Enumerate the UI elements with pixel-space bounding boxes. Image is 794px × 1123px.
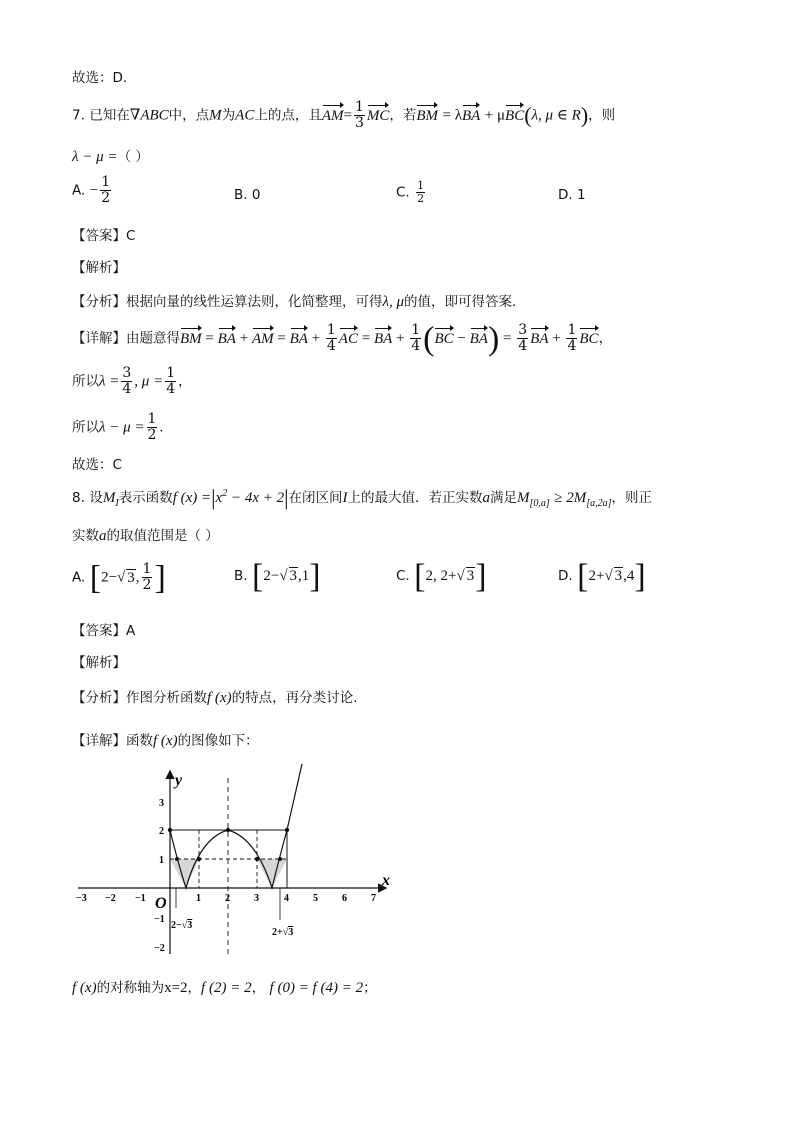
fraction-denominator: 2 <box>101 190 111 206</box>
q8-option-b <box>234 558 321 595</box>
q7-text-b: 中，点 <box>168 107 210 124</box>
q7-stem-line2 <box>72 145 149 166</box>
option-label: C. <box>396 568 410 584</box>
vector-ac: AC <box>338 330 358 347</box>
fraction-denominator: 2 <box>147 427 157 443</box>
q7-vector-bm: BM <box>416 107 439 124</box>
abs-x: x <box>215 490 223 506</box>
opt-text: ,4 <box>623 568 635 584</box>
x-tick: −1 <box>135 893 146 904</box>
q8-mi <box>102 490 119 509</box>
fraction-three-quarters <box>517 323 528 354</box>
option-sign: − <box>89 182 99 199</box>
q7-text-d: 上的点，且 <box>254 107 322 124</box>
opt-text: ,1 <box>298 568 310 584</box>
m-letter: M <box>517 490 530 506</box>
left-paren: ( <box>524 102 532 128</box>
q8-line2-b: 的取值范围是（ ） <box>106 528 219 544</box>
mi-letter: M <box>102 490 116 506</box>
q7-option-c <box>396 180 427 205</box>
q7-final-answer: 故选：C <box>72 457 122 473</box>
point-3-1 <box>255 857 259 861</box>
q7-ask-expression: λ − μ = <box>72 149 118 165</box>
m-subscript: [0,a] <box>529 498 550 509</box>
q7-answer-line <box>72 224 135 244</box>
q8-interval-i: I <box>342 490 348 506</box>
m-subscript-right: [a,2a] <box>586 498 612 509</box>
q8-line2-a: 实数 <box>72 528 99 544</box>
bottom-f2: f (2) = 2 <box>201 980 252 996</box>
op-eq: = <box>273 330 290 347</box>
sqrt-radicand: 3 <box>127 569 135 586</box>
left-bracket: [ <box>577 558 589 595</box>
option-label: A. <box>72 569 86 586</box>
xiangjie-tag: 【详解】 <box>72 330 126 347</box>
q7-number: 7. <box>72 107 85 124</box>
fraction-denominator: 3 <box>354 115 364 131</box>
so-text: 所以 <box>72 373 99 390</box>
x-tick-labels <box>76 893 376 904</box>
op-plus: + <box>307 330 324 347</box>
q7-vector-bc: BC <box>505 107 525 124</box>
abs-bar-left: | <box>211 485 216 510</box>
q7-plus-mu: + μ <box>484 107 506 124</box>
root-right-text <box>272 927 293 938</box>
origin-label: O <box>155 895 167 912</box>
vector-bc: BC <box>579 330 599 347</box>
q8-text-d: 上的最大值．若正实数 <box>347 490 483 506</box>
option-fraction <box>416 180 425 205</box>
x-tick: 7 <box>371 893 376 904</box>
bottom-f0-f4: f (0) = f (4) = 2 <box>269 980 364 996</box>
opt-comma: , <box>135 569 140 586</box>
q7-option-a <box>72 175 113 206</box>
fraction-numerator: 1 <box>166 365 176 381</box>
fraction-quarter <box>410 323 421 354</box>
q7-equals: = <box>343 107 352 124</box>
bottom-fx: f (x) <box>72 980 97 996</box>
lambda-eq: λ = <box>99 373 120 390</box>
fraction-denominator: 4 <box>411 338 421 354</box>
sqrt-radicand: 3 <box>614 568 623 584</box>
vector-am: AM <box>251 330 274 347</box>
sqrt-symbol: √ <box>282 927 289 938</box>
fenxi-tag: 【分析】 <box>72 690 126 706</box>
x-tick: −2 <box>105 893 116 904</box>
point-4-2 <box>285 828 289 832</box>
right-bracket: ] <box>475 558 487 595</box>
vector-ba: BA <box>530 330 549 347</box>
point-right-1 <box>278 857 282 861</box>
fraction-numerator: 3 <box>518 322 528 338</box>
fenxi-a: 作图分析函数 <box>126 690 207 706</box>
q7-text-f: ，则 <box>588 107 616 124</box>
fraction-quarter <box>326 323 337 354</box>
function-graph <box>60 758 400 958</box>
q7-fenxi-line <box>72 290 516 311</box>
sqrt-sign: √ <box>604 568 613 584</box>
opt-text: 2− <box>101 569 118 586</box>
q8-stem-line1 <box>72 486 652 509</box>
root-label-left <box>171 920 192 931</box>
abs-bar-right: | <box>284 485 289 510</box>
fraction-denominator: 2 <box>417 192 425 205</box>
vector-ba: BA <box>469 330 488 347</box>
q8-text-a: 设 <box>89 490 103 506</box>
q7-vector-mc: MC <box>366 107 390 124</box>
q7-lambda: = λ <box>442 107 462 124</box>
answer-tag: 【答案】 <box>72 623 126 639</box>
right-bracket: ] <box>154 559 166 597</box>
fraction-numerator: 3 <box>122 365 132 381</box>
option-label: C. <box>396 184 410 201</box>
option-label: A. <box>72 182 86 199</box>
x-axis-label: x <box>382 872 390 889</box>
bottom-axis: x=2 <box>164 980 188 996</box>
fraction-numerator: 1 <box>417 179 425 192</box>
q7-paren: （ ） <box>117 149 149 165</box>
q8-option-c <box>396 558 487 595</box>
q7-vector-am: AM <box>321 107 344 124</box>
answer-tag: 【答案】 <box>72 228 126 244</box>
fraction-denominator: 4 <box>567 338 577 354</box>
root-left-radicand: 3 <box>187 920 193 931</box>
root-left-prefix: 2− <box>171 920 182 931</box>
prev-answer: 故选：D. <box>72 70 128 86</box>
fraction-numerator: 1 <box>354 99 364 115</box>
comma: ， <box>178 373 192 390</box>
fraction-denominator: 4 <box>166 381 176 397</box>
fraction-quarter <box>165 366 176 397</box>
fraction-numerator: 1 <box>567 322 577 338</box>
q7-stem-line1 <box>72 100 615 131</box>
op-plus: + <box>235 330 252 347</box>
vector-bc: BC <box>434 330 454 347</box>
root-right-prefix: 2+ <box>272 927 283 938</box>
fenxi-fx: f (x) <box>207 690 232 706</box>
vector-ba: BA <box>373 330 393 347</box>
sqrt-sign: √ <box>117 569 126 586</box>
bottom-end: ； <box>363 980 377 996</box>
fenxi-text: 根据向量的线性运算法则，化简整理，可得 <box>126 294 383 310</box>
op-eq: = <box>201 330 218 347</box>
x-tick: 3 <box>254 893 259 904</box>
y-tick: −2 <box>154 943 165 954</box>
vector-ba: BA <box>289 330 308 347</box>
fraction-denominator: 4 <box>326 338 336 354</box>
x-tick: 6 <box>342 893 347 904</box>
q7-answer: C <box>126 228 136 244</box>
left-bracket: [ <box>89 559 102 597</box>
q8-ge-2m: ≥ 2M <box>554 490 587 506</box>
xiangjie-tag: 【详解】 <box>72 733 126 749</box>
q8-option-d <box>558 558 646 595</box>
y-tick: 3 <box>159 798 164 809</box>
y-tick: 2 <box>159 826 164 837</box>
bottom-text-c: ， <box>251 980 266 996</box>
root-right-radicand: 3 <box>288 927 294 938</box>
right-bracket: ] <box>634 558 646 595</box>
op-plus: + <box>548 330 565 347</box>
q7-so-line1 <box>72 366 192 397</box>
so-text: 所以 <box>72 419 99 436</box>
q8-text-b: 表示函数 <box>118 490 173 506</box>
right-paren: ) <box>487 320 500 358</box>
q7-vector-ba: BA <box>462 107 481 124</box>
q7-so-line2 <box>72 412 163 443</box>
option-fraction <box>142 562 153 593</box>
bottom-text-a: 的对称轴为 <box>96 980 165 996</box>
x-tick: 1 <box>196 893 201 904</box>
q8-abs-expression <box>216 490 285 506</box>
right-paren: ) <box>580 102 589 128</box>
q8-xiangjie-line <box>72 729 259 750</box>
xiangjie-a: 函数 <box>126 733 153 749</box>
fraction-numerator: 1 <box>411 322 421 338</box>
op-minus: − <box>453 330 470 347</box>
q8-m-left <box>517 490 550 509</box>
sqrt-symbol: √ <box>181 920 188 931</box>
q8-answer: A <box>126 623 136 639</box>
q7-derivation-line <box>72 320 613 358</box>
q8-text-e: 满足 <box>490 490 518 506</box>
abs-rest: − 4x + 2 <box>227 490 285 506</box>
fenxi-tail: 的值，即可得答案. <box>404 294 517 310</box>
vector-ba: BA <box>217 330 236 347</box>
fraction-numerator: 1 <box>142 561 152 577</box>
option-fraction <box>100 175 111 206</box>
point-0-2 <box>168 828 172 832</box>
fraction-half <box>147 412 158 443</box>
q7-fraction-third <box>354 100 365 131</box>
q8-bottom-line <box>72 976 377 997</box>
q8-jiexi-tag: 【解析】 <box>72 655 126 671</box>
op-plus: + <box>392 330 409 347</box>
fraction-numerator: 1 <box>101 174 111 190</box>
fraction-denominator: 4 <box>518 338 528 354</box>
fraction-three-quarters <box>121 366 132 397</box>
q8-answer-line <box>72 619 135 639</box>
bottom-text-b: ， <box>187 980 202 996</box>
q8-number: 8. <box>72 490 85 506</box>
fraction-numerator: 1 <box>326 322 336 338</box>
op-eq: = <box>357 330 374 347</box>
q7-text-c: 为 <box>221 107 236 124</box>
q8-text-f: ，则正 <box>611 490 653 506</box>
y-axis-label: y <box>175 772 183 789</box>
y-tick: 1 <box>159 855 164 866</box>
vector-bm: BM <box>180 330 202 347</box>
x-tick: 2 <box>225 893 230 904</box>
y-tick-labels <box>154 798 165 954</box>
op-eq: = <box>499 330 516 347</box>
opt-text: 2+ <box>588 568 605 584</box>
period: . <box>159 419 164 436</box>
root-left-text <box>171 920 192 931</box>
q7-jiexi-tag: 【解析】 <box>72 260 126 276</box>
mi-subscript: I <box>115 498 119 509</box>
q7-text-a: 已知在 <box>89 107 130 124</box>
q7-option-d: D. 1 <box>558 187 586 203</box>
comma: ， <box>598 330 613 347</box>
point-left-1 <box>175 857 179 861</box>
point-2-2 <box>226 828 230 832</box>
fraction-denominator: 2 <box>142 577 152 593</box>
xiangjie-fx: f (x) <box>153 733 178 749</box>
x-tick: 4 <box>284 893 289 904</box>
xiangjie-text: 由题意得 <box>126 330 180 347</box>
abs-exponent: 2 <box>222 488 228 499</box>
left-bracket: [ <box>252 558 264 595</box>
q8-fenxi-line <box>72 686 357 707</box>
q8-fx: f (x) = <box>172 490 212 506</box>
q7-param-domain: λ, μ ∈ R <box>531 107 581 124</box>
option-label: B. <box>234 568 248 584</box>
left-bracket: [ <box>414 558 426 595</box>
q8-var-a: a <box>99 528 107 544</box>
sqrt-radicand: 3 <box>289 568 298 584</box>
fraction-numerator: 1 <box>147 411 157 427</box>
right-bracket: ] <box>309 558 321 595</box>
q7-triangle: ∇ABC <box>129 107 169 124</box>
y-tick: −1 <box>154 914 165 925</box>
lambda-minus-mu: λ − μ = <box>99 419 145 436</box>
q7-point-m: M <box>209 107 222 124</box>
q8-text-c: 在闭区间 <box>288 490 343 506</box>
sqrt-sign: √ <box>279 568 288 584</box>
fenxi-tag: 【分析】 <box>72 294 126 310</box>
q7-segment-ac: AC <box>235 107 255 124</box>
q8-var-a: a <box>482 490 491 506</box>
fenxi-vars: λ, μ <box>382 294 405 310</box>
q7-option-b: B. 0 <box>234 187 261 203</box>
fraction-quarter <box>566 323 577 354</box>
opt-text: 2, 2+ <box>425 568 457 584</box>
fraction-denominator: 4 <box>122 381 132 397</box>
q8-option-a <box>72 559 166 597</box>
sqrt-sign: √ <box>456 568 465 584</box>
left-paren: ( <box>423 320 435 358</box>
xiangjie-b: 的图像如下： <box>177 733 259 749</box>
q8-stem-line2 <box>72 524 219 545</box>
sqrt-radicand: 3 <box>466 568 475 584</box>
x-tick: 5 <box>313 893 318 904</box>
fenxi-b: 的特点，再分类讨论. <box>231 690 358 706</box>
mu-eq: , μ = <box>134 373 164 390</box>
root-label-right <box>272 927 293 938</box>
x-tick: −3 <box>76 893 87 904</box>
opt-text: 2− <box>263 568 280 584</box>
q7-text-e: ，若 <box>389 107 417 124</box>
option-label: D. <box>558 568 573 584</box>
point-1-1 <box>197 857 201 861</box>
